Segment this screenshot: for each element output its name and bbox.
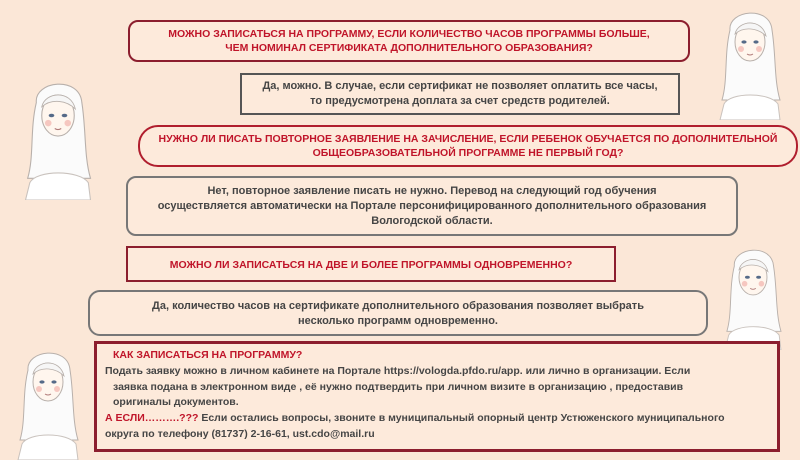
faq-answer-3: Да, количество часов на сертификате дополнительного образования позволяет выбрать несколько программ одновременно. — [88, 290, 708, 336]
faq-question-1: МОЖНО ЗАПИСАТЬСЯ НА ПРОГРАММУ, ЕСЛИ КОЛИЧЕСТВО ЧАСОВ ПРОГРАММЫ БОЛЬШЕ, ЧЕМ НОМИНАЛ СЕРТИФИКАТА ДОПОЛНИТЕЛЬНОГО ОБРАЗОВАНИЯ? — [128, 20, 690, 62]
faq-answer-2: Нет, повторное заявление писать не нужно. Перевод на следующий год обучения осуществляется автоматически на Портале персонифицированного дополнительного образования Вологодской области. — [126, 176, 738, 236]
final-else-line — [105, 411, 769, 427]
else-label: А ЕСЛИ……….??? — [105, 412, 199, 424]
final-contacts-line: округа по телефону (81737) 2-16-61, ust.cdo@mail.ru — [105, 427, 375, 440]
faq-question-2: НУЖНО ЛИ ПИСАТЬ ПОВТОРНОЕ ЗАЯВЛЕНИЕ НА ЗАЧИСЛЕНИЕ, ЕСЛИ РЕБЕНОК ОБУЧАЕТСЯ ПО ДОПОЛНИТЕЛЬНОЙ ОБЩЕОБРАЗОВАТЕЛЬНОЙ ПРОГРАММЕ НЕ ПЕРВЫЙ ГОД? — [138, 125, 798, 167]
final-answer-line: оригиналы документов. — [113, 396, 239, 409]
girl-illustration — [0, 340, 96, 460]
final-info-box — [94, 341, 780, 452]
faq-answer-1: Да, можно. В случае, если сертификат не позволяет оплатить все часы, то предусмотрена доплата за счет средств родителей. — [240, 73, 680, 115]
else-text: Если остались вопросы, звоните в муниципальный опорный центр Устюженского муниципального — [198, 412, 725, 424]
girl-illustration — [706, 238, 800, 350]
final-answer-line: Подать заявку можно в личном кабинете на Портале https://vologda.pfdo.ru/app. или лично в организации. Если — [105, 364, 691, 377]
final-question: КАК ЗАПИСАТЬСЯ НА ПРОГРАММУ? — [113, 349, 303, 361]
girl-illustration — [700, 0, 800, 120]
girl-illustration — [8, 70, 108, 200]
final-answer-line: заявка подана в электронном виде , её нужно подтвердить при личном визите в организацию , предоставив — [113, 380, 684, 393]
faq-question-3: МОЖНО ЛИ ЗАПИСАТЬСЯ НА ДВЕ И БОЛЕЕ ПРОГРАММЫ ОДНОВРЕМЕННО? — [126, 246, 616, 282]
